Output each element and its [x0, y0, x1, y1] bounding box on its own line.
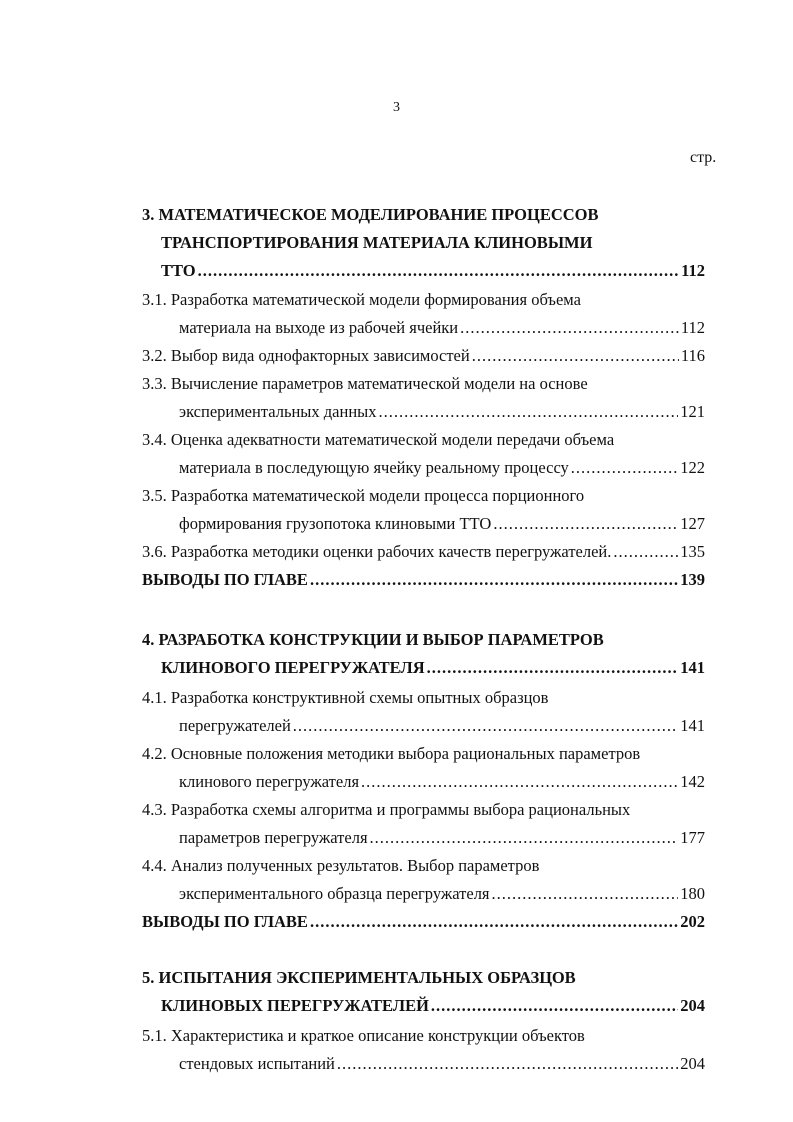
item-5-1-line-1: 5.1. Характеристика и краткое описание конструкции объектов: [142, 1026, 585, 1045]
dot-leader: [493, 514, 678, 534]
dot-leader: [472, 346, 679, 366]
item-3-1-page: 112: [680, 318, 705, 337]
section-4-page: 141: [680, 658, 705, 677]
item-4-4-entry[interactable]: [179, 884, 705, 904]
item-4-4-line-1: 4.4. Анализ полученных результатов. Выбор параметров: [142, 856, 540, 875]
section-4-title-line-1: 4. РАЗРАБОТКА КОНСТРУКЦИИ И ВЫБОР ПАРАМЕТРОВ: [142, 630, 604, 649]
section-3-entry[interactable]: [161, 261, 705, 281]
item-3-3-entry[interactable]: [179, 402, 705, 422]
item-3-2-page: 116: [680, 346, 705, 365]
item-3-5-page: 127: [680, 514, 705, 533]
item-3-1-entry[interactable]: [179, 318, 705, 338]
item-3-5-entry[interactable]: [179, 514, 705, 534]
item-4-2-line-1: 4.2. Основные положения методики выбора рациональных параметров: [142, 744, 641, 763]
item-3-2-line-1: 3.2. Выбор вида однофакторных зависимостей: [142, 346, 470, 365]
item-4-2-line-2: клинового перегружателя: [179, 772, 360, 791]
dot-leader: [293, 716, 678, 736]
dot-leader: [337, 1054, 678, 1074]
conclusions-4-label: ВЫВОДЫ ПО ГЛАВЕ: [142, 912, 308, 931]
conclusions-3-entry[interactable]: [142, 570, 705, 590]
item-4-1-line-2: перегружателей: [179, 716, 291, 735]
dot-leader: [370, 828, 679, 848]
item-3-4-entry[interactable]: [179, 458, 705, 478]
item-3-4-line-1: 3.4. Оценка адекватности математической модели передачи объема: [142, 430, 615, 449]
dot-leader: [310, 570, 678, 590]
dot-leader: [460, 318, 679, 338]
dot-leader: [571, 458, 678, 478]
item-4-2-entry[interactable]: [179, 772, 705, 792]
item-5-1-page: 204: [680, 1054, 705, 1073]
section-5-page: 204: [680, 996, 705, 1015]
section-4-title-line-2: КЛИНОВОГО ПЕРЕГРУЖАТЕЛЯ: [161, 658, 425, 677]
page-number: 3: [393, 100, 400, 115]
item-3-3-line-1: 3.3. Вычисление параметров математической модели на основе: [142, 374, 588, 393]
section-5-entry[interactable]: [161, 996, 705, 1016]
dot-leader: [361, 772, 678, 792]
item-4-1-line-1: 4.1. Разработка конструктивной схемы опытных образцов: [142, 688, 549, 707]
item-4-1-entry[interactable]: [179, 716, 705, 736]
conclusions-3-label: ВЫВОДЫ ПО ГЛАВЕ: [142, 570, 308, 589]
section-3-title-line-3: ТТО: [161, 261, 196, 280]
item-3-2-entry[interactable]: [142, 346, 705, 366]
item-4-3-entry[interactable]: [179, 828, 705, 848]
section-5-title-line-2: КЛИНОВЫХ ПЕРЕГРУЖАТЕЛЕЙ: [161, 996, 429, 1015]
conclusions-4-entry[interactable]: [142, 912, 705, 932]
dot-leader: [310, 912, 678, 932]
item-3-4-page: 122: [680, 458, 705, 477]
item-3-1-line-2: материала на выходе из рабочей ячейки: [179, 318, 459, 337]
item-3-6-entry[interactable]: [142, 542, 705, 562]
item-3-3-page: 121: [680, 402, 705, 421]
item-3-6-line-1: 3.6. Разработка методики оценки рабочих качеств перегружателей.: [142, 542, 612, 561]
item-4-4-page: 180: [680, 884, 705, 903]
item-4-4-line-2: экспериментального образца перегружателя: [179, 884, 490, 903]
item-3-1-line-1: 3.1. Разработка математической модели формирования объема: [142, 290, 581, 309]
dot-leader: [613, 542, 678, 562]
item-3-4-line-2: материала в последующую ячейку реальному процессу: [179, 458, 569, 477]
section-5-title-line-1: 5. ИСПЫТАНИЯ ЭКСПЕРИМЕНТАЛЬНЫХ ОБРАЗЦОВ: [142, 968, 576, 987]
conclusions-3-page: 139: [680, 570, 705, 589]
item-4-3-line-2: параметров перегружателя: [179, 828, 368, 847]
item-4-1-page: 141: [680, 716, 705, 735]
dot-leader: [431, 996, 678, 1016]
item-5-1-entry[interactable]: [179, 1054, 705, 1074]
page-column-label: стр.: [690, 149, 717, 166]
dot-leader: [378, 402, 678, 422]
dot-leader: [492, 884, 679, 904]
item-5-1-line-2: стендовых испытаний: [179, 1054, 335, 1073]
item-3-3-line-2: экспериментальных данных: [179, 402, 377, 421]
dot-leader: [198, 261, 680, 281]
section-3-page: 112: [681, 261, 705, 280]
dot-leader: [427, 658, 679, 678]
item-4-2-page: 142: [680, 772, 705, 791]
item-4-3-page: 177: [680, 828, 705, 847]
conclusions-4-page: 202: [680, 912, 705, 931]
item-4-3-line-1: 4.3. Разработка схемы алгоритма и программы выбора рациональных: [142, 800, 631, 819]
section-3-title-line-2: ТРАНСПОРТИРОВАНИЯ МАТЕРИАЛА КЛИНОВЫМИ: [161, 233, 593, 252]
item-3-5-line-1: 3.5. Разработка математической модели процесса порционного: [142, 486, 585, 505]
section-3-title-line-1: 3. МАТЕМАТИЧЕСКОЕ МОДЕЛИРОВАНИЕ ПРОЦЕССОВ: [142, 205, 599, 224]
item-3-6-page: 135: [680, 542, 705, 561]
section-4-entry[interactable]: [161, 658, 705, 678]
item-3-5-line-2: формирования грузопотока клиновыми ТТО: [179, 514, 492, 533]
